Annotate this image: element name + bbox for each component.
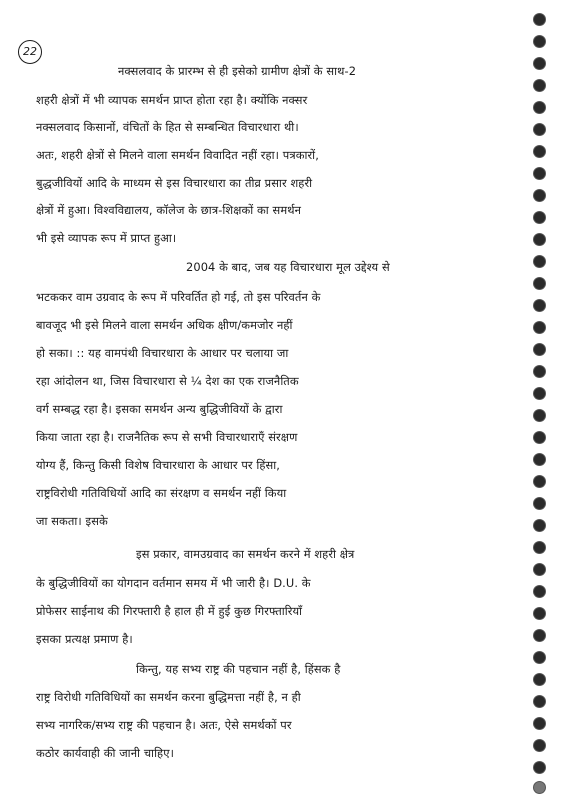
binding-hole bbox=[534, 168, 545, 179]
binding-hole bbox=[534, 234, 545, 245]
binding-hole bbox=[534, 410, 545, 421]
text-line: राष्ट्रविरोधी गतिविधियों आदि का संरक्षण व समर्थन नहीं किया bbox=[36, 486, 287, 500]
text-line: क्षेत्रों में हुआ। विश्वविद्यालय, कॉलेज के छात्र-शिक्षकों का समर्थन bbox=[36, 203, 302, 217]
binding-hole bbox=[534, 344, 545, 355]
text-line: अतः, शहरी क्षेत्रों से मिलने वाला समर्थन विवादित नहीं रहा। पत्रकारों, bbox=[36, 148, 319, 162]
binding-hole bbox=[534, 256, 545, 267]
text-line: नक्सलवाद के प्रारम्भ से ही इसेको ग्रामीण क्षेत्रों के साथ-2 bbox=[118, 64, 357, 78]
binding-hole bbox=[534, 212, 545, 223]
binding-hole bbox=[534, 58, 545, 69]
binding-hole bbox=[534, 608, 545, 619]
text-line: शहरी क्षेत्रों में भी व्यापक समर्थन प्राप्त होता रहा है। क्योंकि नक्सर bbox=[36, 93, 308, 107]
binding-hole bbox=[534, 674, 545, 685]
binding-hole bbox=[534, 454, 545, 465]
binding-hole bbox=[534, 586, 545, 597]
binding-hole bbox=[534, 432, 545, 443]
text-line: 2004 के बाद, जब यह विचारधारा मूल उद्देश्य से bbox=[186, 260, 390, 274]
binding-hole bbox=[534, 366, 545, 377]
binding-hole bbox=[534, 542, 545, 553]
binding-hole bbox=[534, 14, 545, 25]
binding-hole bbox=[534, 718, 545, 729]
text-line: प्रोफेसर साईनाथ की गिरफ्तारी है हाल ही में हुई कुछ गिरफ्तारियाँ bbox=[36, 604, 303, 618]
text-line: योग्य हैं, किन्तु किसी विशेष विचारधारा के आधार पर हिंसा, bbox=[36, 458, 280, 472]
text-line: बुद्धजीवियों आदि के माध्यम से इस विचारधारा का तीव्र प्रसार शहरी bbox=[36, 176, 313, 190]
binding-hole bbox=[534, 476, 545, 487]
binding-hole bbox=[534, 498, 545, 509]
binding-hole bbox=[534, 388, 545, 399]
text-line: इसका प्रत्यक्ष प्रमाण है। bbox=[36, 632, 133, 646]
text-line: किया जाता रहा है। राजनैतिक रूप से सभी विचारधाराएँ संरक्षण bbox=[36, 430, 298, 444]
binding-hole bbox=[534, 102, 545, 113]
binding-hole bbox=[534, 520, 545, 531]
text-line: सभ्य नागरिक/सभ्य राष्ट्र की पहचान है। अतः, ऐसे समर्थकों पर bbox=[36, 718, 292, 732]
binding-hole bbox=[534, 300, 545, 311]
binding-hole bbox=[534, 762, 545, 773]
text-line: के बुद्धिजीवियों का योगदान वर्तमान समय में भी जारी है। D.U. के bbox=[36, 576, 311, 590]
binding-hole bbox=[534, 782, 545, 793]
page-number: 22 bbox=[18, 40, 42, 64]
binding-hole bbox=[534, 80, 545, 91]
text-line: कठोर कार्यवाही की जानी चाहिए। bbox=[36, 746, 175, 760]
binding-hole bbox=[534, 696, 545, 707]
text-line: किन्तु, यह सभ्य राष्ट्र की पहचान नहीं है, हिंसक है bbox=[136, 662, 341, 676]
text-line: भी इसे व्यापक रूप में प्राप्त हुआ। bbox=[36, 231, 177, 245]
text-line: जा सकता। इसके bbox=[36, 514, 108, 528]
binding-hole bbox=[534, 564, 545, 575]
text-line: वर्ग सम्बद्ध रहा है। इसका समर्थन अन्य बुद्धिजीवियों के द्वारा bbox=[36, 402, 283, 416]
binding-hole bbox=[534, 278, 545, 289]
text-line: भटककर वाम उग्रवाद के रूप में परिवर्तित हो गई, तो इस परिवर्तन के bbox=[36, 290, 321, 304]
text-line: बावजूद भी इसे मिलने वाला समर्थन अधिक क्षीण/कमजोर नहीं bbox=[36, 318, 293, 332]
binding-hole bbox=[534, 124, 545, 135]
text-line: हो सका। :: यह वामपंथी विचारधारा के आधार पर चलाया जा bbox=[36, 346, 289, 360]
binding-hole bbox=[534, 36, 545, 47]
binding-hole bbox=[534, 146, 545, 157]
binding-hole bbox=[534, 652, 545, 663]
spiral-binding bbox=[528, 14, 558, 794]
binding-hole bbox=[534, 630, 545, 641]
text-line: रहा आंदोलन था, जिस विचारधारा से ¼ देश का एक राजनैतिक bbox=[36, 374, 299, 388]
binding-hole bbox=[534, 322, 545, 333]
binding-hole bbox=[534, 740, 545, 751]
text-line: इस प्रकार, वामउग्रवाद का समर्थन करने में शहरी क्षेत्र bbox=[136, 547, 355, 561]
text-line: नक्सलवाद किसानों, वंचितों के हित से सम्बन्धित विचारधारा थी। bbox=[36, 120, 299, 134]
text-line: राष्ट्र विरोधी गतिविधियों का समर्थन करना बुद्धिमत्ता नहीं है, न ही bbox=[36, 690, 301, 704]
binding-hole bbox=[534, 190, 545, 201]
